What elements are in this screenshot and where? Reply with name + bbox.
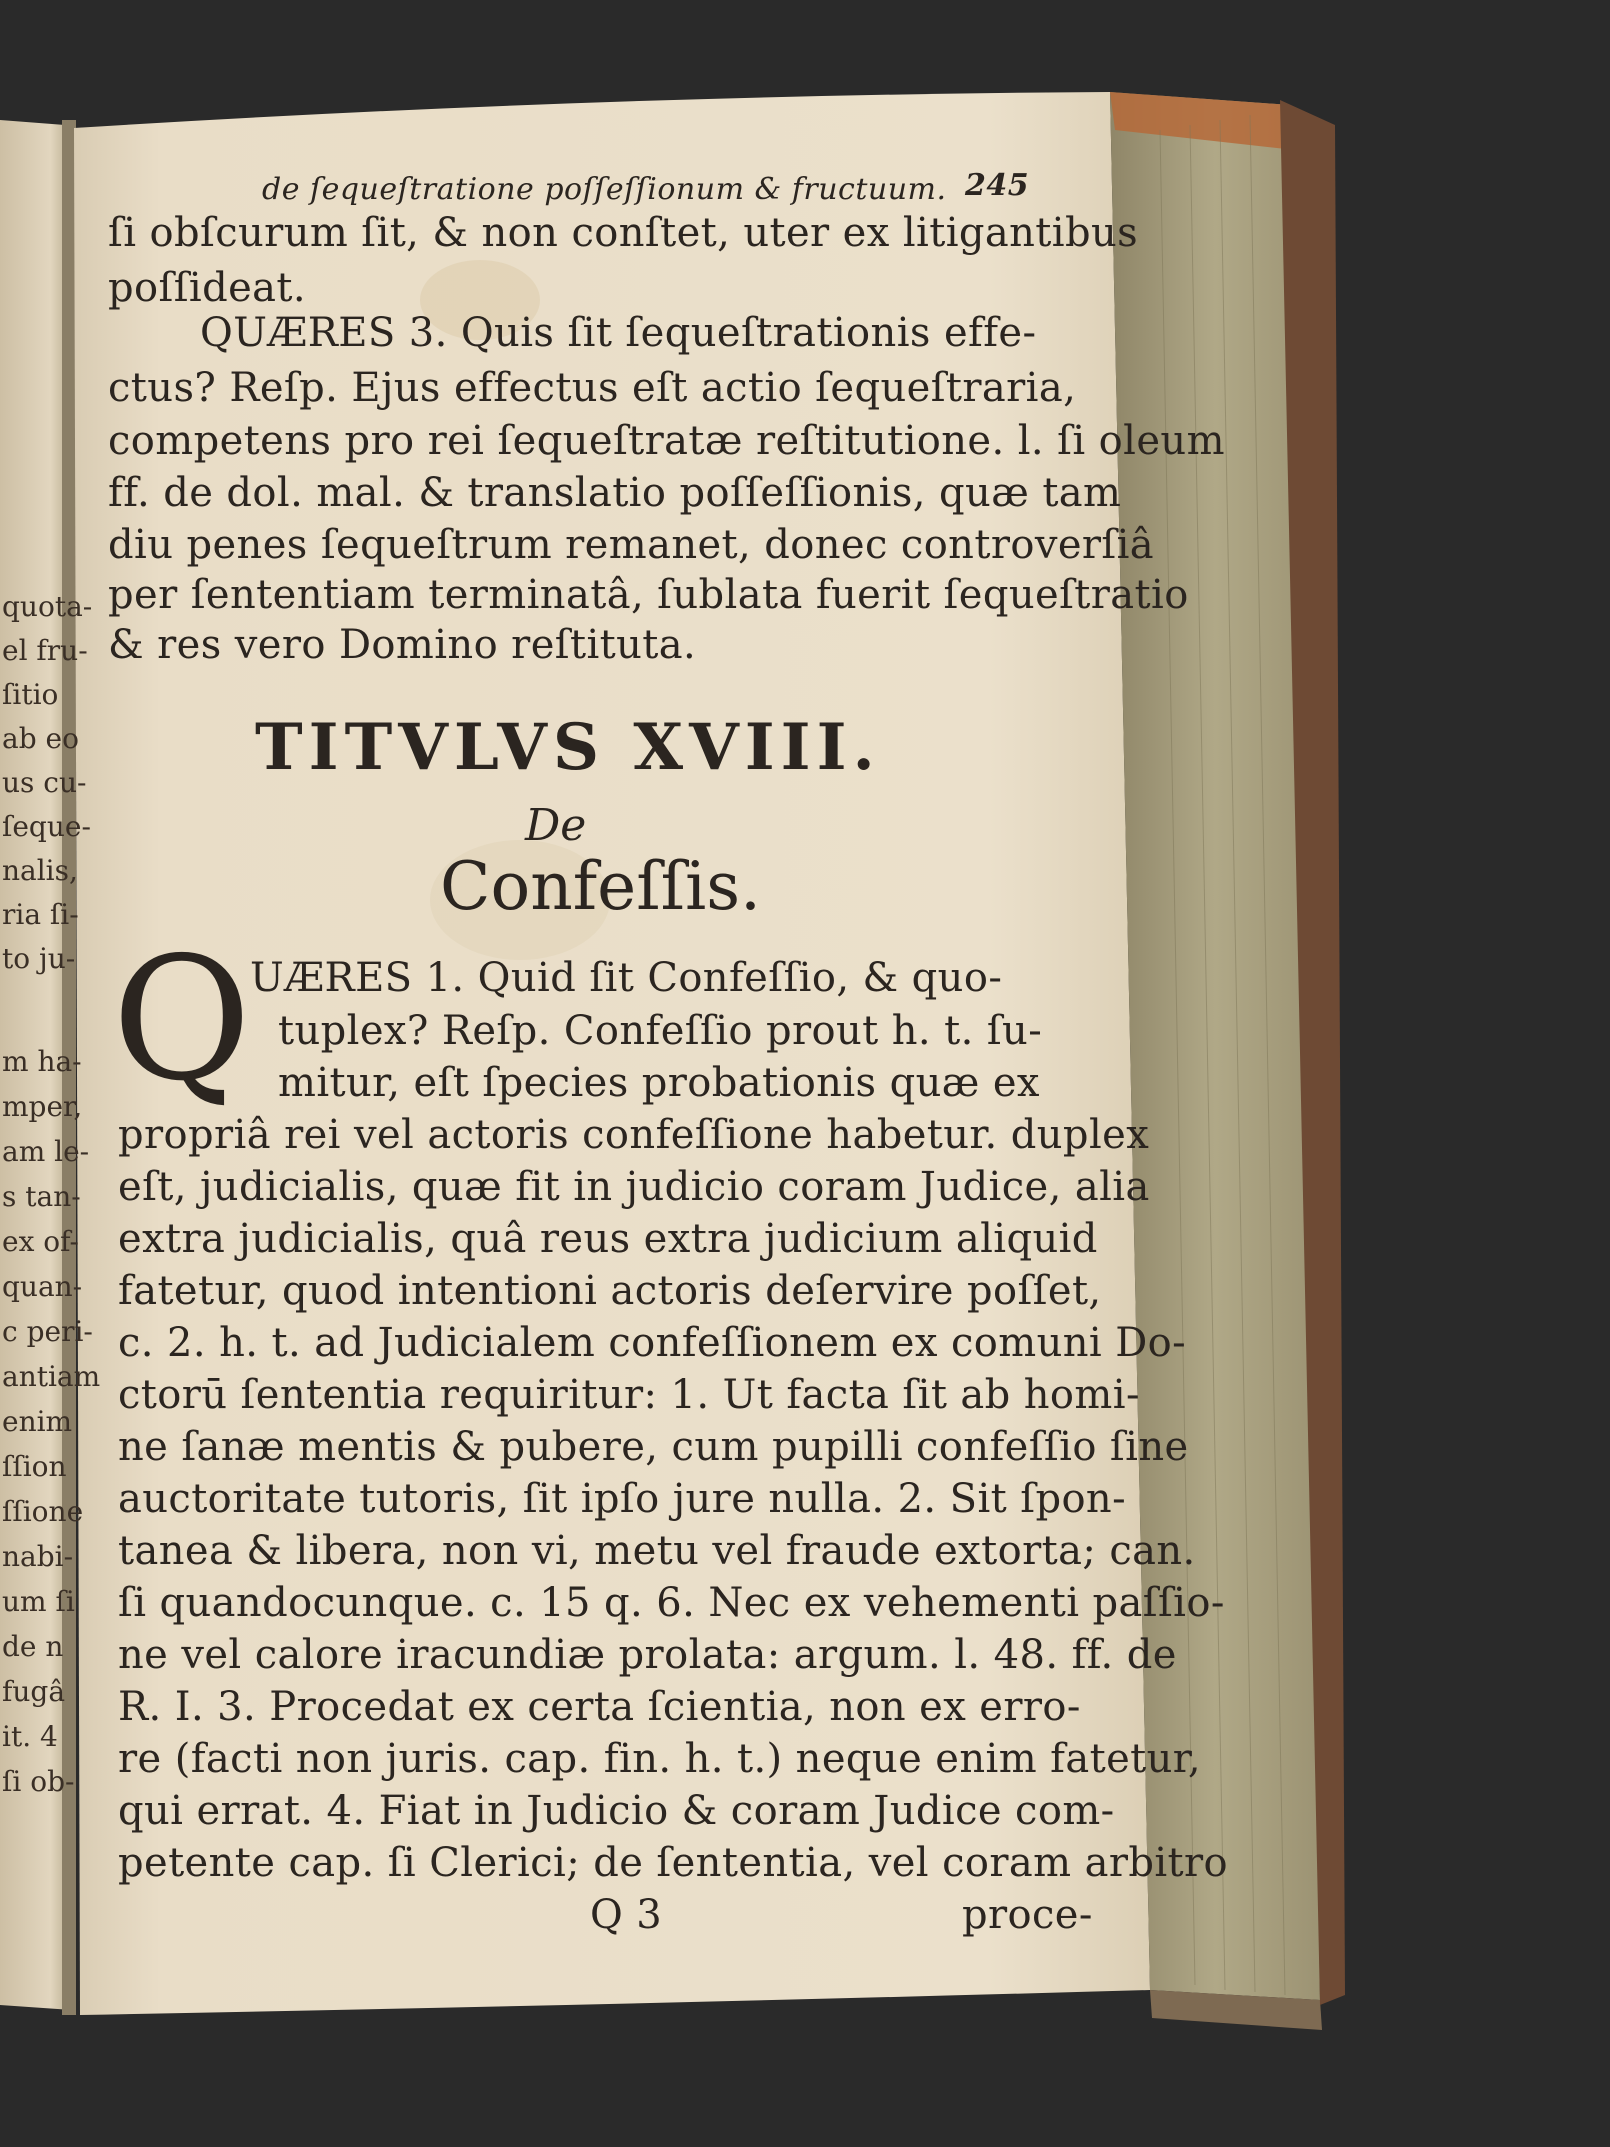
page-number: 245 — [965, 168, 1030, 203]
text-line: petente cap. ſi Clerici; de ſententia, vel coram arbitro — [118, 1840, 1229, 1886]
text-line: per ſententiam terminatâ, ſublata fuerit ſequeſtratio — [108, 572, 1189, 618]
catchword: proce- — [962, 1892, 1093, 1938]
chapter-title: TITVLVS XVIII. — [255, 710, 881, 785]
text-line: propriâ rei vel actoris confeſſione habetur. duplex — [118, 1112, 1150, 1158]
left-margin-fragment: ria ſi- — [2, 898, 79, 931]
left-margin-fragment: it. 4 — [2, 1720, 58, 1753]
text-line: qui errat. 4. Fiat in Judicio & coram Judice com- — [118, 1788, 1115, 1834]
text-line: auctoritate tutoris, ſit ipſo jure nulla. 2. Sit ſpon- — [118, 1476, 1127, 1522]
text-line: ſi quandocunque. c. 15 q. 6. Nec ex vehementi paſſio- — [118, 1580, 1225, 1626]
left-margin-fragment: de n — [2, 1630, 64, 1663]
left-margin-fragment: ſſion — [2, 1450, 67, 1483]
running-header: de ſequeſtratione poſſeſſionum & fructuum. — [262, 172, 947, 207]
left-margin-fragment: ſitio — [2, 678, 59, 711]
left-margin-fragment: am le- — [2, 1135, 90, 1168]
text-line: eſt, judicialis, quæ fit in judicio coram Judice, alia — [118, 1164, 1150, 1210]
text-line: ctus? Reſp. Ejus effectus eſt actio ſequeſtraria, — [108, 365, 1077, 411]
left-margin-fragment: el fru- — [2, 634, 88, 667]
left-margin-fragment: antiam — [2, 1360, 101, 1393]
text-line: re (facti non juris. cap. fin. h. t.) neque enim fatetur, — [118, 1736, 1202, 1782]
text-line: ſi obſcurum ſit, & non conſtet, uter ex litigantibus — [108, 210, 1139, 256]
signature-mark: Q 3 — [590, 1892, 663, 1938]
chapter-subtitle: Confeſſis. — [440, 848, 762, 925]
left-margin-fragment: mper, — [2, 1090, 83, 1123]
left-margin-fragment: ſeque- — [2, 810, 91, 843]
text-line: c. 2. h. t. ad Judicialem confeſſionem ex comuni Do- — [118, 1320, 1187, 1366]
text-line: extra judicialis, quâ reus extra judicium aliquid — [118, 1216, 1098, 1262]
left-margin-fragment: enim — [2, 1405, 73, 1438]
text-line: ff. de dol. mal. & translatio poſſeſſionis, quæ tam — [108, 470, 1122, 516]
left-margin-fragment: nabi- — [2, 1540, 74, 1573]
chapter-subtitle-de: De — [525, 800, 587, 851]
drop-cap: Q — [112, 921, 252, 1119]
text-line: R. I. 3. Procedat ex certa ſcientia, non ex erro- — [118, 1684, 1081, 1730]
text-line: poſſideat. — [108, 265, 307, 311]
left-margin-fragment: quota- — [2, 590, 93, 623]
left-margin-fragment: ſſione — [2, 1495, 84, 1528]
text-line: ne vel calore iracundiæ prolata: argum. l. 48. ff. de — [118, 1632, 1177, 1678]
left-margin-fragment: m ha- — [2, 1045, 82, 1078]
left-margin-fragment: ex of- — [2, 1225, 79, 1258]
text-line: ctorū ſententia requiritur: 1. Ut facta ſit ab homi- — [118, 1372, 1140, 1418]
text-line: ne ſanæ mentis & pubere, cum pupilli confeſſio ſine — [118, 1424, 1189, 1470]
left-margin-fragment: um ſi — [2, 1585, 75, 1618]
text-line: fatetur, quod intentioni actoris deſervire poſſet, — [118, 1268, 1102, 1314]
left-margin-fragment: nalis, — [2, 854, 78, 887]
left-margin-fragment: fugâ — [2, 1675, 66, 1708]
left-margin-fragment: quan- — [2, 1270, 83, 1303]
text-line: tuplex? Reſp. Confeſſio prout h. t. ſu- — [278, 1008, 1043, 1054]
left-margin-fragment: to ju- — [2, 942, 76, 975]
text-line: tanea & libera, non vi, metu vel fraude extorta; can. — [118, 1528, 1196, 1574]
text-line: UÆRES 1. Quid ſit Confeſſio, & quo- — [250, 955, 1003, 1001]
text-line: & res vero Domino reſtituta. — [108, 622, 697, 668]
text-line: mitur, eſt ſpecies probationis quæ ex — [278, 1060, 1040, 1106]
left-margin-fragment: c peri- — [2, 1315, 93, 1348]
text-line: competens pro rei ſequeſtratæ reſtitutione. l. ſi oleum — [108, 418, 1225, 464]
left-margin-fragment: s tan- — [2, 1180, 81, 1213]
text-line: QUÆRES 3. Quis ſit ſequeſtrationis effe- — [200, 310, 1037, 356]
left-margin-fragment: ab eo — [2, 722, 79, 755]
left-margin-fragment: ſi ob- — [2, 1765, 75, 1798]
left-margin-fragment: us cu- — [2, 766, 87, 799]
text-line: diu penes ſequeſtrum remanet, donec controverſiâ — [108, 522, 1155, 568]
